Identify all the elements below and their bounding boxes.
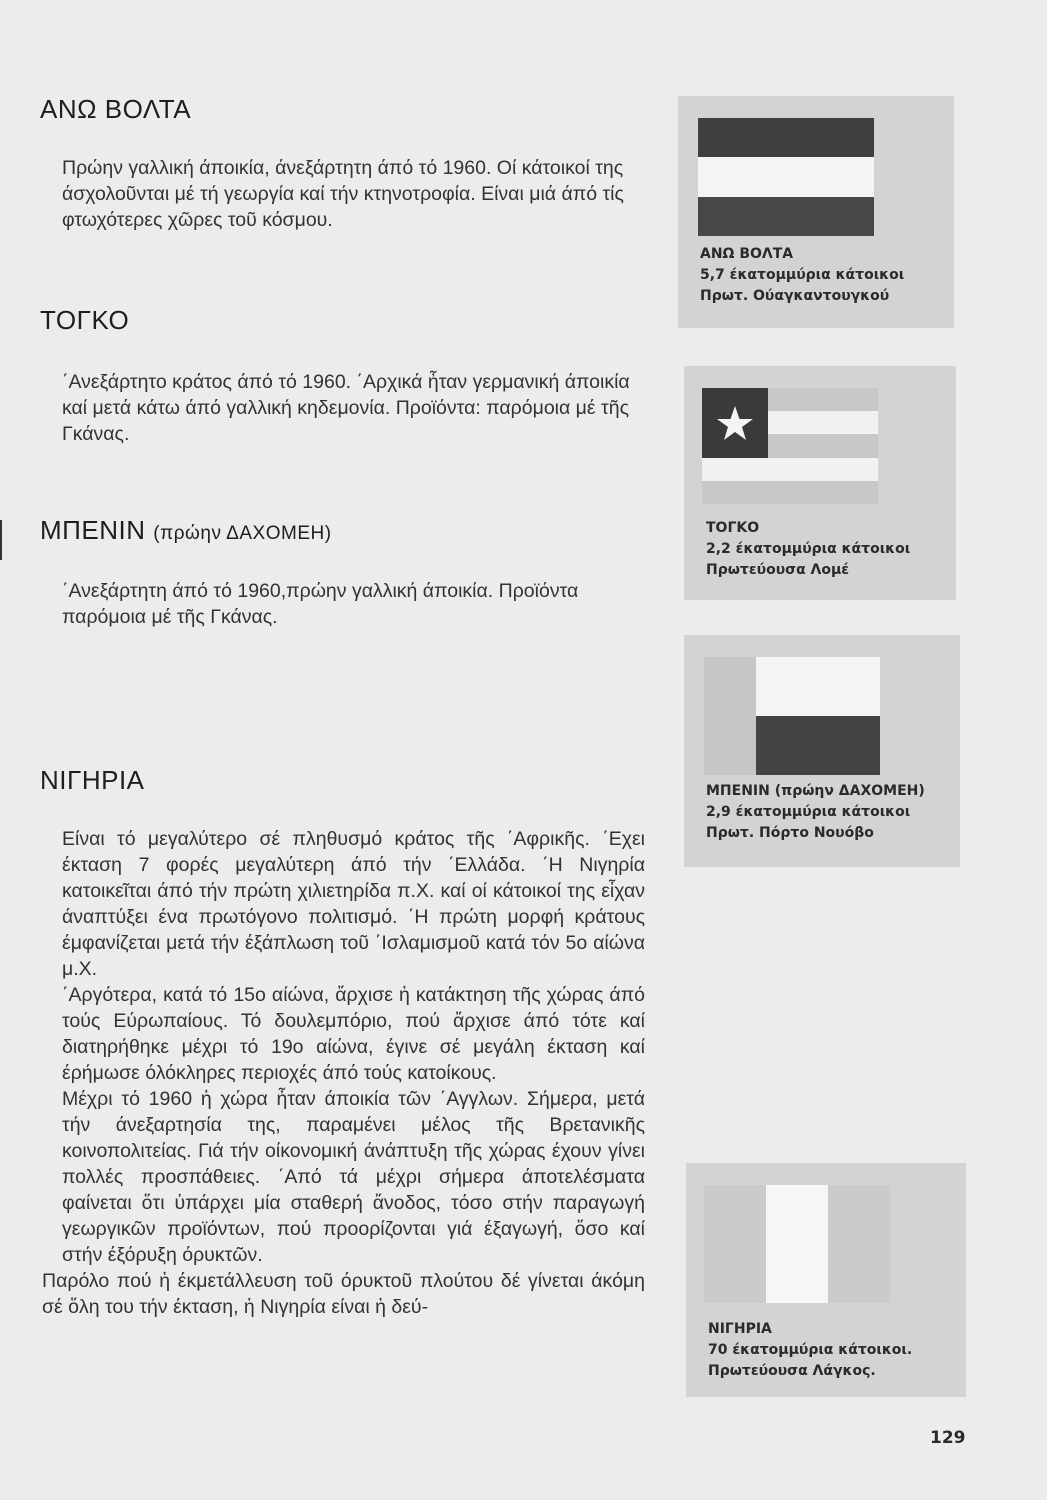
flag-togo	[702, 388, 878, 504]
flag-benin	[704, 657, 880, 775]
section-title-togo: ΤΟΓΚΟ	[40, 305, 130, 335]
flag-caption-population: 70 έκατομμύρια κάτοικοι.	[708, 1342, 913, 1358]
paragraph: Παρόλο πού ἡ έκμετάλλευση τοῦ όρυκτοῦ πλούτου δέ γίνεται άκόμη σέ ὅλη του τήν έκταση, ἡ Νιγηρία είναι ἡ δεύ-	[42, 1270, 645, 1318]
flag-band-right	[828, 1185, 890, 1303]
section-text-benin	[62, 578, 645, 630]
flag-stripe-bottom	[698, 197, 874, 236]
flag-band-left	[704, 1185, 766, 1303]
flag-band-middle	[766, 1185, 828, 1303]
paragraph: ΄Ανεξάρτητο κράτος άπό τό 1960. ΄Αρχικά ἦταν γερμανική άποικία καί μετά κάτω άπό γαλλική κηδεμονία. Προϊόντα: παρόμοια μέ τῆς Γκάνας.	[62, 371, 630, 445]
section-title-upper-volta: ΑΝΩ ΒΟΛΤΑ	[40, 94, 192, 124]
flag-caption-nigeria	[708, 1319, 912, 1382]
flag-caption-name: ΝΙΓΗΡΙΑ	[708, 1321, 772, 1337]
paragraph: Πρώην γαλλική άποικία, άνεξάρτητη άπό τό 1960. Οί κάτοικοί της άσχολοῦνται μέ τή γεωργία καί τήν κτηνοτροφία. Είναι μιά άπό τίς φτωχότερες χῶρες τοῦ κόσμου.	[62, 157, 624, 231]
paragraph: ΄Αργότερα, κατά τό 15ο αίώνα, ἄρχισε ἡ κατάκτηση τῆς χώρας άπό τούς Εύρωπαίους. Τό δουλεμπόριο, πού ἄρχισε άπό τότε καί διατηρήθηκε μέχρι τό 19ο αίώνα, έγινε σέ μεγάλη έκταση καί έρήμωσε όλόκληρες περιοχές άπό τούς κατοίκους.	[62, 984, 645, 1084]
section-text-upper-volta	[62, 155, 645, 233]
flag-caption-capital: Πρωτ. Πόρτο Νουόβο	[706, 825, 874, 841]
page-number: 129	[930, 1428, 966, 1448]
flag-stripe-5	[702, 481, 878, 504]
flag-card-benin	[684, 635, 960, 867]
flag-card-upper-volta	[678, 96, 954, 328]
paragraph: Είναι τό μεγαλύτερο σέ πληθυσμό κράτος τῆς ΄Αφρικῆς. ΄Εχει έκταση 7 φορές μεγαλύτερη άπό τήν ΄Ελλάδα. ΄Η Νιγηρία κατοικεῖται άπό τήν πρώτη χιλιετηρίδα π.Χ. καί οί κάτοικοί της εἶχαν άναπτύξει ένα πρωτόγονο πολιτισμό. ΄Η πρώτη μορφή κράτους έμφανίζεται μετά τήν έξάπλωση τοῦ ΄Ισλαμισμοῦ κατά τόν 5ο αίώνα μ.Χ.	[62, 828, 645, 980]
flag-caption-population: 5,7 έκατομμύρια κάτοικοι	[700, 267, 905, 283]
flag-caption-population: 2,9 έκατομμύρια κάτοικοι	[706, 804, 911, 820]
flag-caption-benin	[706, 781, 925, 844]
paragraph: Μέχρι τό 1960 ἡ χώρα ἦταν άποικία τῶν ΄Αγγλων. Σήμερα, μετά τήν άνεξαρτησία της, παραμένει μέλος τῆς Βρετανικῆς κοινοπολιτείας. Γιά τήν οίκονομική άνάπτυξη τῆς χώρας έχουν γίνει πολλές προσπάθειες. ΄Από τά μέχρι σήμερα άποτελέσματα φαίνεται ὅτι ὑπάρχει μία σταθερή ἄνοδος, τόσο στήν παραγωγή γεωργικῶν προϊόντων, πού προορίζονται γιά έξαγωγή, ὅσο καί στήν έξόρυξη όρυκτῶν.	[62, 1088, 645, 1266]
page-edge-mark	[0, 520, 8, 560]
flag-caption-capital: Πρωτεύουσα Λάγκος.	[708, 1363, 876, 1379]
flag-upper-volta	[698, 118, 874, 236]
flag-vertical-band	[704, 657, 756, 775]
flag-stripe-top	[698, 118, 874, 157]
flag-canton	[702, 388, 768, 458]
flag-stripe-top	[756, 657, 880, 716]
section-subtitle-benin: (πρώην ΔΑΧΟΜΕΗ)	[153, 523, 332, 544]
flag-stripe-middle	[698, 157, 874, 197]
flag-caption-name: ΑΝΩ ΒΟΛΤΑ	[700, 246, 794, 262]
flag-nigeria	[704, 1185, 890, 1303]
flag-caption-name: ΤΟΓΚΟ	[706, 520, 760, 536]
paragraph: ΄Ανεξάρτητη άπό τό 1960,πρώην γαλλική άποικία. Προϊόντα παρόμοια μέ τῆς Γκάνας.	[62, 580, 579, 628]
flag-caption-upper-volta	[700, 244, 904, 307]
flag-stripe-bottom	[756, 716, 880, 775]
flag-stripe-4	[702, 458, 878, 481]
section-title-benin: ΜΠΕΝΙΝ (πρώην ΔΑΧΟΜΕΗ)	[40, 515, 332, 545]
flag-card-togo	[684, 366, 956, 600]
flag-caption-togo	[706, 518, 910, 581]
section-title-nigeria: ΝΙΓΗΡΙΑ	[40, 765, 145, 795]
flag-caption-capital: Πρωτ. Ούαγκαντουγκού	[700, 288, 890, 304]
flag-caption-capital: Πρωτεύουσα Λομέ	[706, 562, 850, 578]
section-text-nigeria	[42, 826, 645, 1320]
section-text-togo	[62, 369, 645, 447]
flag-card-nigeria	[686, 1163, 966, 1397]
flag-caption-name: ΜΠΕΝΙΝ (πρώην ΔΑΧΟΜΕΗ)	[706, 783, 925, 799]
star-icon	[702, 388, 768, 458]
flag-caption-population: 2,2 έκατομμύρια κάτοικοι	[706, 541, 911, 557]
